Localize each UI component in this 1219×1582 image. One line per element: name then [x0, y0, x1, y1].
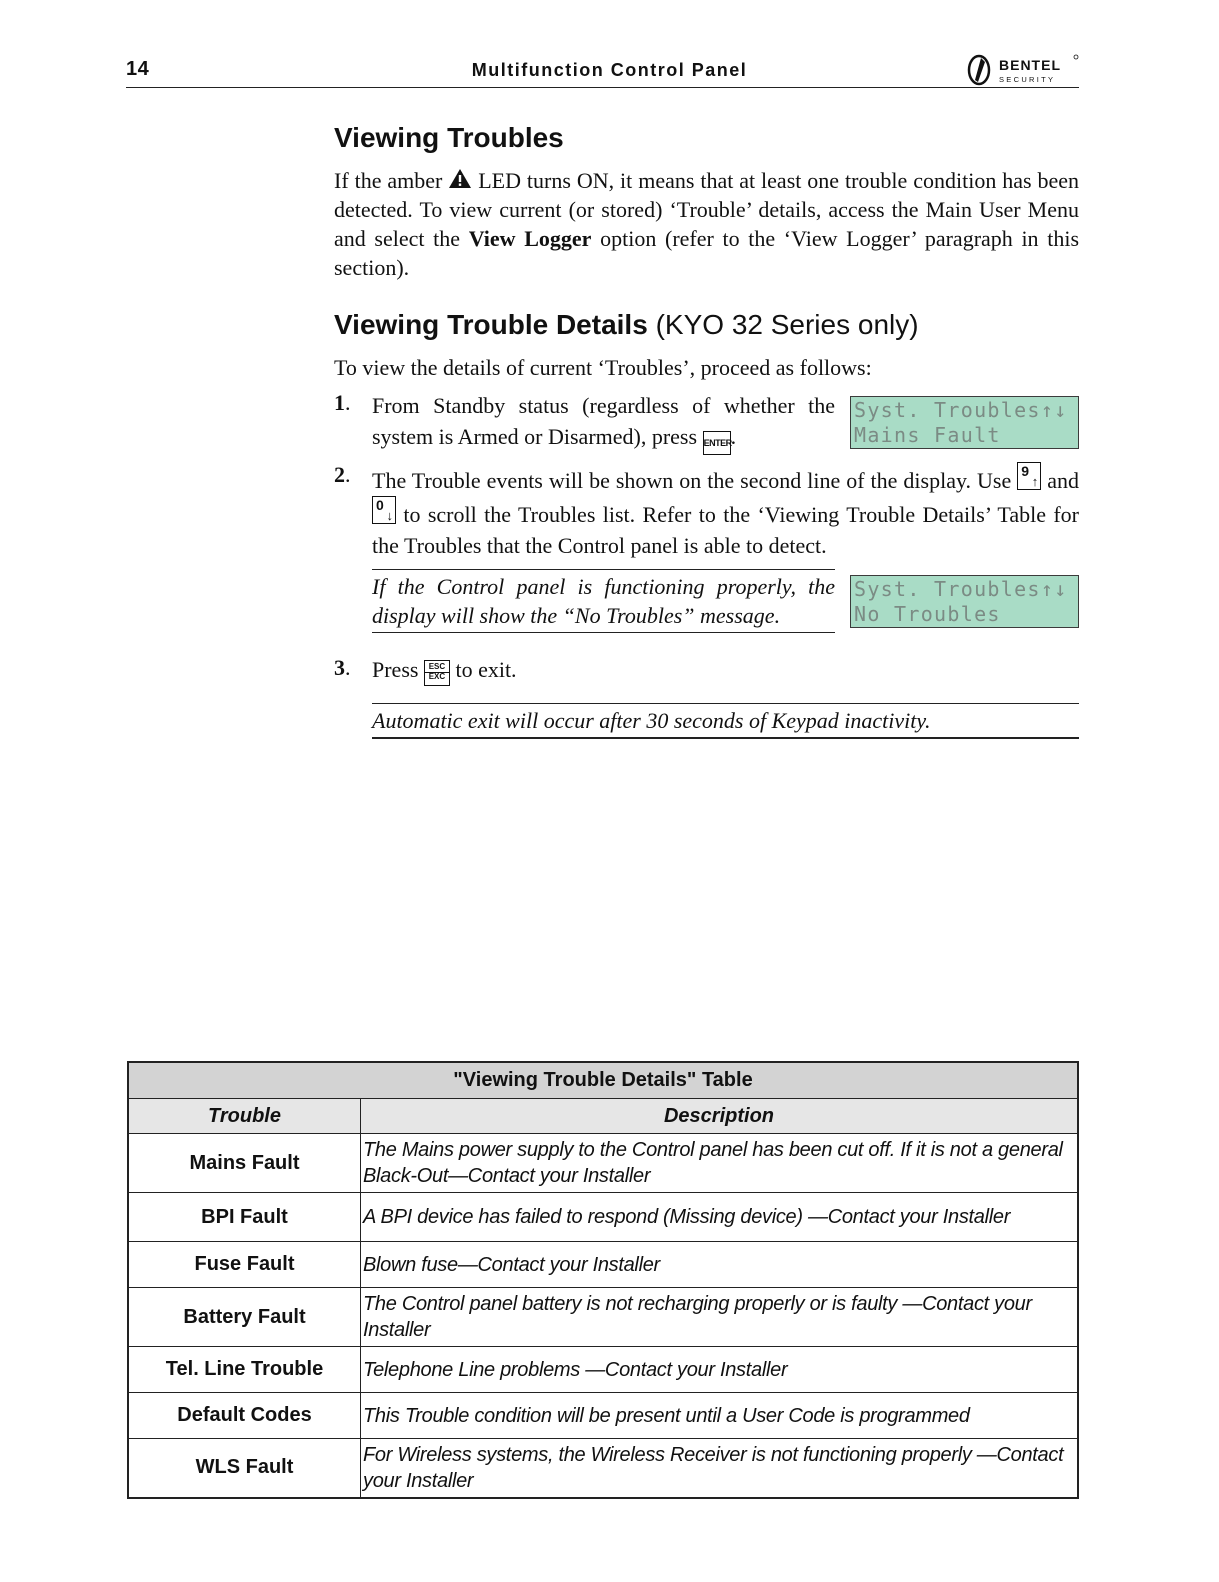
trouble-name: Fuse Fault — [128, 1242, 361, 1288]
table-row — [128, 1288, 1078, 1347]
bentel-logo — [966, 52, 1080, 86]
trouble-name: Default Codes — [128, 1393, 361, 1439]
note-automatic-exit: Automatic exit will occur after 30 seconds of Keypad inactivity. — [372, 708, 931, 733]
trouble-name: Tel. Line Trouble — [128, 1347, 361, 1393]
step-2-text: The Trouble events will be shown on the second line of the display. Use 9 ↑ and 0 ↓ to scroll the Troubles list. Refer to the ‘Viewing Trouble Details’ Table for the Troubles that the Control panel is able to detect. — [372, 463, 1080, 558]
section-title-viewing-trouble-details: Viewing Trouble Details (KYO 32 Series only) — [334, 309, 919, 340]
viewing-troubles-paragraph: If the amber LED turns ON, it means that at least one trouble condition has been detected. To view current (or stored) ‘Trouble’ details, access the Main User Menu and select the View Logger option (refer to the ‘View Logger’ paragraph in this section). — [334, 168, 1080, 280]
trouble-description: The Control panel battery is not recharging properly or is faulty —Contact your Installer — [361, 1288, 1079, 1347]
view-logger-option: View Logger — [468, 226, 592, 251]
trouble-description: This Trouble condition will be present until a User Code is programmed — [361, 1393, 1079, 1439]
lcd-display-no-troubles — [850, 575, 1079, 628]
down-arrow-key-icon: 0 ↓ — [372, 496, 396, 524]
trouble-description: Blown fuse—Contact your Installer — [361, 1242, 1079, 1288]
lcd-line-1: Syst. Troubles↑↓ — [854, 577, 1068, 601]
trouble-name: Battery Fault — [128, 1288, 361, 1347]
trouble-details-table — [127, 1061, 1079, 1499]
table-row — [128, 1393, 1078, 1439]
note2-rule-top — [372, 703, 1079, 704]
note-no-troubles: If the Control panel is functioning properly, the display will show the “No Troubles” message. — [372, 574, 835, 628]
step-number-3: 3. — [334, 655, 351, 680]
header-rule — [126, 87, 1079, 88]
step-1-text: From Standby status (regardless of whether the system is Armed or Disarmed), press ENTER. — [372, 390, 835, 455]
running-header-title: Multifunction Control Panel — [471, 60, 748, 80]
page-number: 14 — [126, 58, 150, 80]
lcd-line-2: Mains Fault — [854, 423, 1001, 447]
lcd-line-2: No Troubles — [854, 602, 1001, 626]
trouble-name: BPI Fault — [128, 1193, 361, 1242]
trouble-description: For Wireless systems, the Wireless Receiver is not functioning properly —Contact your Installer — [361, 1439, 1079, 1498]
section-intro: To view the details of current ‘Troubles’, proceed as follows: — [334, 355, 872, 380]
note2-rule-bottom — [372, 737, 1079, 739]
note-rule-top — [372, 569, 835, 570]
table-row — [128, 1439, 1078, 1498]
svg-text:BENTEL: BENTEL — [999, 57, 1061, 73]
trouble-name: WLS Fault — [128, 1439, 361, 1498]
table-row — [128, 1134, 1078, 1193]
table-row — [128, 1347, 1078, 1393]
esc-key-icon: ESC EXC — [424, 660, 450, 686]
trouble-description: A BPI device has failed to respond (Missing device) —Contact your Installer — [361, 1193, 1079, 1242]
warning-triangle-icon — [448, 168, 472, 189]
trouble-name: Mains Fault — [128, 1134, 361, 1193]
note-rule-bottom — [372, 632, 835, 633]
step-number-1: 1. — [334, 390, 351, 415]
trouble-description: The Mains power supply to the Control panel has been cut off. If it is not a general Black-Out—Contact your Installer — [361, 1134, 1079, 1193]
step-number-2: 2. — [334, 462, 351, 487]
lcd-display-mains-fault — [850, 396, 1079, 449]
svg-text:SECURITY: SECURITY — [999, 75, 1056, 84]
lcd-line-1: Syst. Troubles↑↓ — [854, 398, 1068, 422]
table-caption: "Viewing Trouble Details" Table — [128, 1062, 1078, 1099]
up-arrow-key-icon: 9 ↑ — [1017, 462, 1041, 490]
column-header-trouble: Trouble — [128, 1099, 361, 1134]
enter-key-icon: ENTER — [703, 431, 731, 455]
table-row — [128, 1242, 1078, 1288]
table-row — [128, 1193, 1078, 1242]
step-3-text: Press ESC EXC to exit. — [372, 655, 517, 686]
section-title-viewing-troubles: Viewing Troubles — [334, 122, 564, 153]
trouble-description: Telephone Line problems —Contact your Installer — [361, 1347, 1079, 1393]
column-header-description: Description — [361, 1099, 1079, 1134]
